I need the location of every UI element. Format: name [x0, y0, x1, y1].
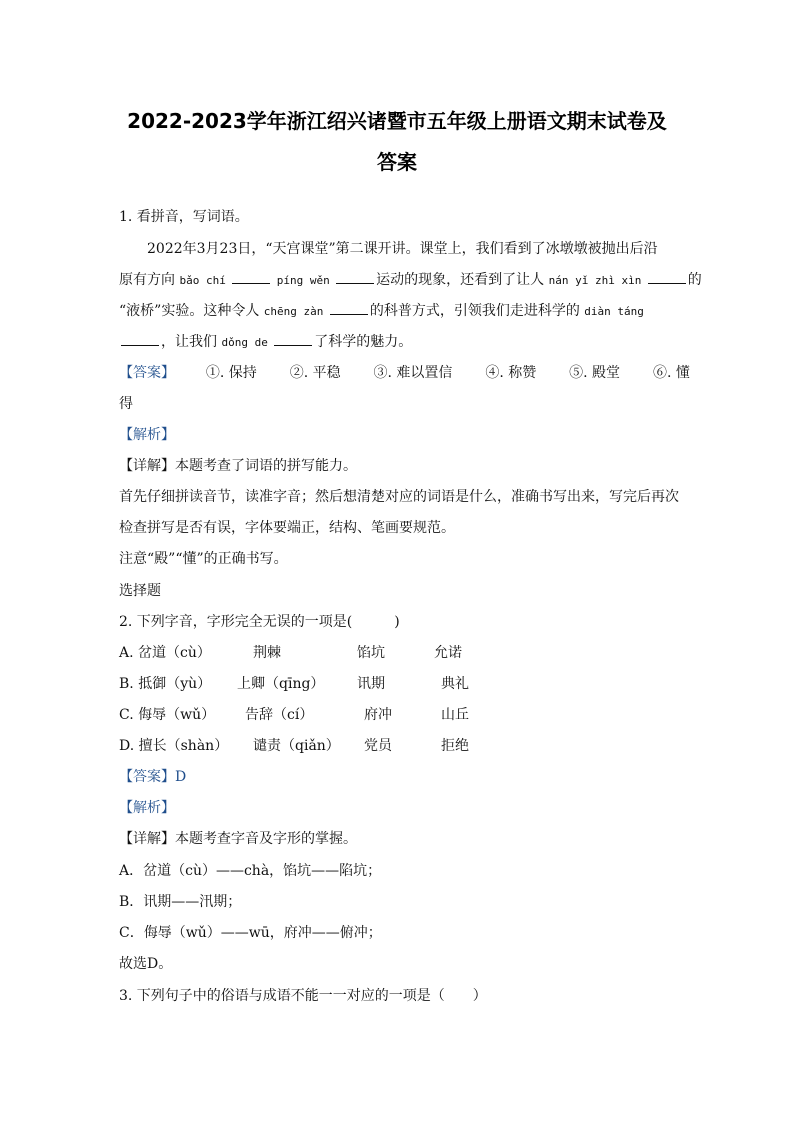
pinyin-2: píng wěn — [276, 274, 330, 287]
explanation-b: B．讯期——汛期； — [119, 894, 242, 910]
answer-item: ⑤. 殿堂 — [569, 365, 621, 381]
answer-item: ②. 平稳 — [289, 365, 341, 381]
option-word: D. 擅长（shàn） — [119, 738, 229, 754]
question-1-passage-line3 — [119, 302, 644, 321]
answer-blank — [121, 333, 159, 346]
analysis-label: 【解析】 — [119, 800, 175, 816]
option-word: 讯期 — [357, 676, 385, 692]
question-1-answer — [119, 364, 690, 382]
option-word: B. 抵御（yù） — [119, 676, 212, 692]
section-heading: 选择题 — [119, 583, 161, 599]
option-word: 上卿（qīng） — [237, 676, 325, 692]
answer-blank — [232, 271, 270, 284]
question-2-stem: 2. 下列字音，字形完全无误的一项是( ) — [119, 614, 400, 630]
document-title-line2: 答案 — [377, 150, 417, 174]
answer-item: ③. 难以置信 — [373, 365, 453, 381]
option-word: C. 侮辱（wǔ） — [119, 707, 216, 723]
detail-text: 检查拼写是否有误，字体要端正，结构、笔画要规范。 — [119, 520, 455, 536]
option-word: 党员 — [364, 738, 392, 754]
option-word: 馅坑 — [357, 645, 385, 661]
detail-text: 注意“殿”“懂”的正确书写。 — [119, 551, 288, 567]
question-2-answer: 【答案】D — [119, 769, 187, 785]
option-word: 允诺 — [434, 645, 462, 661]
explanation-a: A．岔道（cù）——chà，馅坑——陷坑； — [119, 863, 382, 879]
analysis-label: 【解析】 — [119, 427, 175, 443]
option-word: A. 岔道（cù） — [119, 645, 211, 661]
detail-text: 【详解】本题考查了词语的拼写能力。 — [119, 458, 357, 474]
passage-text: 运动的现象，还看到了让人 — [376, 272, 545, 288]
option-word: 谴责（qiǎn） — [253, 738, 340, 754]
conclusion: 故选D。 — [119, 956, 173, 972]
answer-item: ⑥. 懂 — [652, 365, 690, 381]
option-word: 拒绝 — [441, 738, 469, 754]
detail-text: 【详解】本题考查字音及字形的掌握。 — [119, 831, 357, 847]
option-word: 府冲 — [364, 707, 392, 723]
answer-item: ④. 称赞 — [485, 365, 537, 381]
pinyin-3: nán yǐ zhì xìn — [548, 274, 642, 287]
answer-blank — [648, 271, 686, 284]
pinyin-6: dǒng de — [221, 336, 268, 349]
passage-text: 的 — [687, 272, 702, 288]
option-word: 告辞（cí） — [245, 707, 314, 723]
question-1-passage-line4 — [119, 333, 412, 352]
answer-blank — [274, 333, 312, 346]
answer-continuation: 得 — [119, 396, 133, 412]
answer-item: ①. 保持 — [205, 365, 257, 381]
passage-text: 原有方向 — [119, 272, 175, 288]
option-word: 荆棘 — [253, 645, 281, 661]
question-1-stem: 1. 看拼音，写词语。 — [119, 209, 249, 225]
question-1-passage-line2 — [119, 271, 702, 290]
answer-blank — [336, 271, 374, 284]
question-3-stem: 3. 下列句子中的俗语与成语不能一一对应的一项是（ ） — [119, 988, 487, 1004]
answer-blank — [330, 302, 368, 315]
detail-text: 首先仔细拼读音节，读准字音；然后想清楚对应的词语是什么，准确书写出来，写完后再次 — [119, 489, 679, 505]
pinyin-5: diàn táng — [584, 305, 644, 318]
pinyin-4: chēng zàn — [263, 305, 324, 318]
option-word: 典礼 — [441, 676, 469, 692]
passage-text: 的科普方式，引领我们走进科学的 — [369, 303, 580, 319]
pinyin-1: bǎo chí — [179, 274, 226, 287]
question-1-passage-line1: 2022年3月23日，“天宫课堂”第二课开讲。课堂上，我们看到了冰墩墩被抛出后沿 — [147, 241, 658, 257]
passage-text: ，让我们 — [161, 334, 217, 350]
passage-text: “液桥”实验。这种令人 — [119, 303, 260, 319]
option-word: 山丘 — [441, 707, 469, 723]
passage-text: 了科学的魅力。 — [314, 334, 413, 350]
answer-label: 【答案】 — [119, 365, 175, 381]
document-title: 2022-2023学年浙江绍兴诸暨市五年级上册语文期末试卷及 — [127, 109, 667, 133]
explanation-c: C．侮辱（wǔ）——wū，府冲——俯冲； — [119, 925, 382, 941]
